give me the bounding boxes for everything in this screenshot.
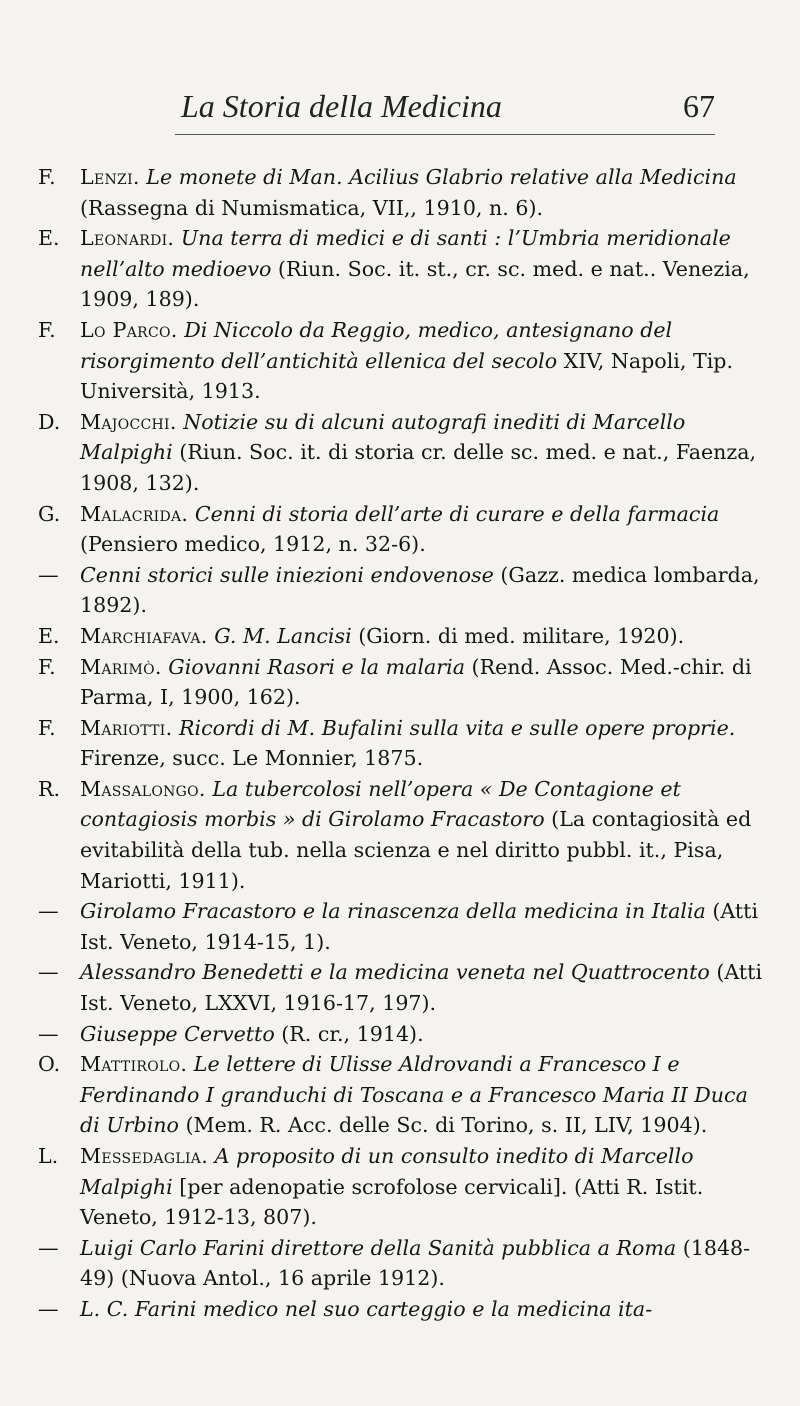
entry-initial: L.	[38, 1144, 59, 1168]
entry-details: XIV, Napoli, Tip. Università, 1913.	[80, 348, 734, 404]
entry-title: Le lettere di Ulisse Aldrovandi a Francesco I e Ferdinando I granduchi di Toscana e a Francesco Maria II Duca di Urbino	[80, 1052, 748, 1138]
entry-details: (Riun. Soc. it. di storia cr. delle sc. med. e nat., Faenza, 1908, 132).	[80, 440, 757, 495]
entry-initial: F.	[38, 317, 56, 342]
entry-author: Mattirolo.	[80, 1052, 188, 1077]
entry-initial: E.	[38, 623, 60, 648]
entry-title: A proposito di un consulto inedito di Marcello Malpighi	[80, 1144, 694, 1199]
bibliography-entry	[38, 957, 773, 1018]
entry-title: Cenni storici sulle iniezioni endovenose	[80, 562, 494, 587]
entry-details: (Rassegna di Numismatica, VII,, 1910, n. 6).	[80, 195, 544, 220]
entry-initial: G.	[38, 501, 61, 526]
header-rule	[175, 134, 715, 135]
page-header	[175, 84, 715, 140]
entry-initial: D.	[38, 409, 61, 434]
entry-title: Le monete di Man. Acilius Glabrio relative alla Medicina	[146, 165, 737, 189]
entry-title: Giovanni Rasori e la malaria	[168, 654, 466, 679]
entry-initial: F.	[38, 165, 56, 189]
bibliography-entry	[38, 1141, 773, 1233]
bibliography-entry	[38, 1233, 773, 1294]
entry-initial: —	[38, 562, 59, 587]
entry-details: (Pensiero medico, 1912, n. 32-6).	[80, 532, 426, 557]
entry-details: (La contagiosità ed evitabilità della tub. nella scienza e nel diritto pubbl. it., Pisa, Mariotti, 1911).	[80, 807, 752, 893]
entry-author: Majocchi.	[80, 409, 177, 434]
entry-details: (Atti Ist. Veneto, 1914-15, 1).	[80, 899, 759, 954]
bibliography-entry	[38, 652, 773, 713]
bibliography-entry	[38, 560, 773, 621]
entry-title: Ricordi di M. Bufalini sulla vita e sulle opere proprie.	[179, 715, 736, 740]
entry-initial: E.	[38, 226, 60, 251]
bibliography-entry	[38, 713, 773, 774]
entry-details: (R. cr., 1914).	[274, 1021, 424, 1046]
entry-details: (1848-49) (Nuova Antol., 16 aprile 1912).	[80, 1235, 751, 1291]
entry-details: (Gazz. medica lombarda, 1892).	[80, 562, 760, 618]
entry-title: La tubercolosi nell’opera « De Contagione et contagiosis morbis » di Girolamo Fracastoro	[80, 776, 681, 832]
entry-initial: F.	[38, 654, 56, 679]
entry-details: (Giorn. di med. militare, 1920).	[351, 623, 685, 648]
entry-title: Giuseppe Cervetto	[80, 1021, 275, 1046]
bibliography-entry	[38, 162, 773, 223]
bibliography-entry	[38, 1049, 773, 1141]
entry-author: Marimò.	[80, 654, 162, 679]
entry-author: Massalongo.	[80, 776, 206, 801]
entry-author: Lo Parco.	[80, 317, 178, 342]
entry-initial: —	[38, 1021, 59, 1046]
entry-details: (Mem. R. Acc. delle Sc. di Torino, s. II, LIV, 1904).	[178, 1113, 708, 1138]
entry-details: (Rend. Assoc. Med.-chir. di Parma, I, 1900, 162).	[80, 654, 752, 710]
entry-author: Marchiafava.	[80, 623, 208, 648]
bibliography-entry	[38, 223, 773, 315]
entry-initial: —	[38, 1296, 59, 1321]
entry-author: Mariotti.	[80, 715, 173, 740]
page-number: 67	[683, 88, 715, 124]
entry-details: [per adenopatie scrofolose cervicali]. (Atti R. Istit. Veneto, 1912-13, 807).	[80, 1174, 704, 1230]
entry-title: Alessandro Benedetti e la medicina veneta nel Quattrocento	[80, 960, 710, 985]
bibliography-entry	[38, 1019, 773, 1050]
entry-author: Leonardi.	[80, 226, 175, 251]
bibliography-entry	[38, 621, 773, 652]
running-title: La Storia della Medicina	[181, 88, 502, 124]
entry-title: G. M. Lancisi	[214, 623, 352, 648]
entry-author: Lenzi.	[80, 165, 140, 189]
entry-title: Luigi Carlo Farini direttore della Sanità pubblica a Roma	[80, 1235, 677, 1260]
bibliography-list	[38, 162, 773, 1325]
entry-details: Firenze, succ. Le Monnier, 1875.	[80, 746, 424, 771]
bibliography-entry	[38, 407, 773, 499]
entry-title: L. C. Farini medico nel suo carteggio e la medicina ita-	[80, 1296, 653, 1321]
bibliography-entry	[38, 315, 773, 407]
entry-initial: —	[38, 960, 59, 985]
bibliography-entry	[38, 499, 773, 560]
entry-title: Una terra di medici e di santi : l’Umbria meridionale nell’alto medioevo	[80, 226, 731, 281]
entry-title: Girolamo Fracastoro e la rinascenza della medicina in Italia	[80, 899, 706, 924]
entry-initial: —	[38, 1235, 59, 1260]
entry-title: Di Niccolo da Reggio, medico, antesignano del risorgimento dell’antichità ellenica del secolo	[80, 317, 673, 373]
entry-initial: —	[38, 899, 59, 924]
entry-details: (Riun. Soc. it. st., cr. sc. med. e nat.. Venezia, 1909, 189).	[80, 256, 750, 312]
bibliography-entry	[38, 774, 773, 896]
entry-author: Malacrida.	[80, 501, 189, 526]
entry-initial: F.	[38, 715, 56, 740]
bibliography-entry	[38, 896, 773, 957]
bibliography-entry	[38, 1294, 773, 1325]
entry-title: Notizie su di alcuni autografi inediti di Marcello Malpighi	[80, 409, 686, 465]
entry-initial: O.	[38, 1052, 61, 1077]
entry-author: Messedaglia.	[80, 1144, 209, 1168]
entry-initial: R.	[38, 776, 61, 801]
entry-details: (Atti Ist. Veneto, LXXVI, 1916-17, 197).	[80, 960, 763, 1016]
entry-title: Cenni di storia dell’arte di curare e della farmacia	[194, 501, 720, 526]
